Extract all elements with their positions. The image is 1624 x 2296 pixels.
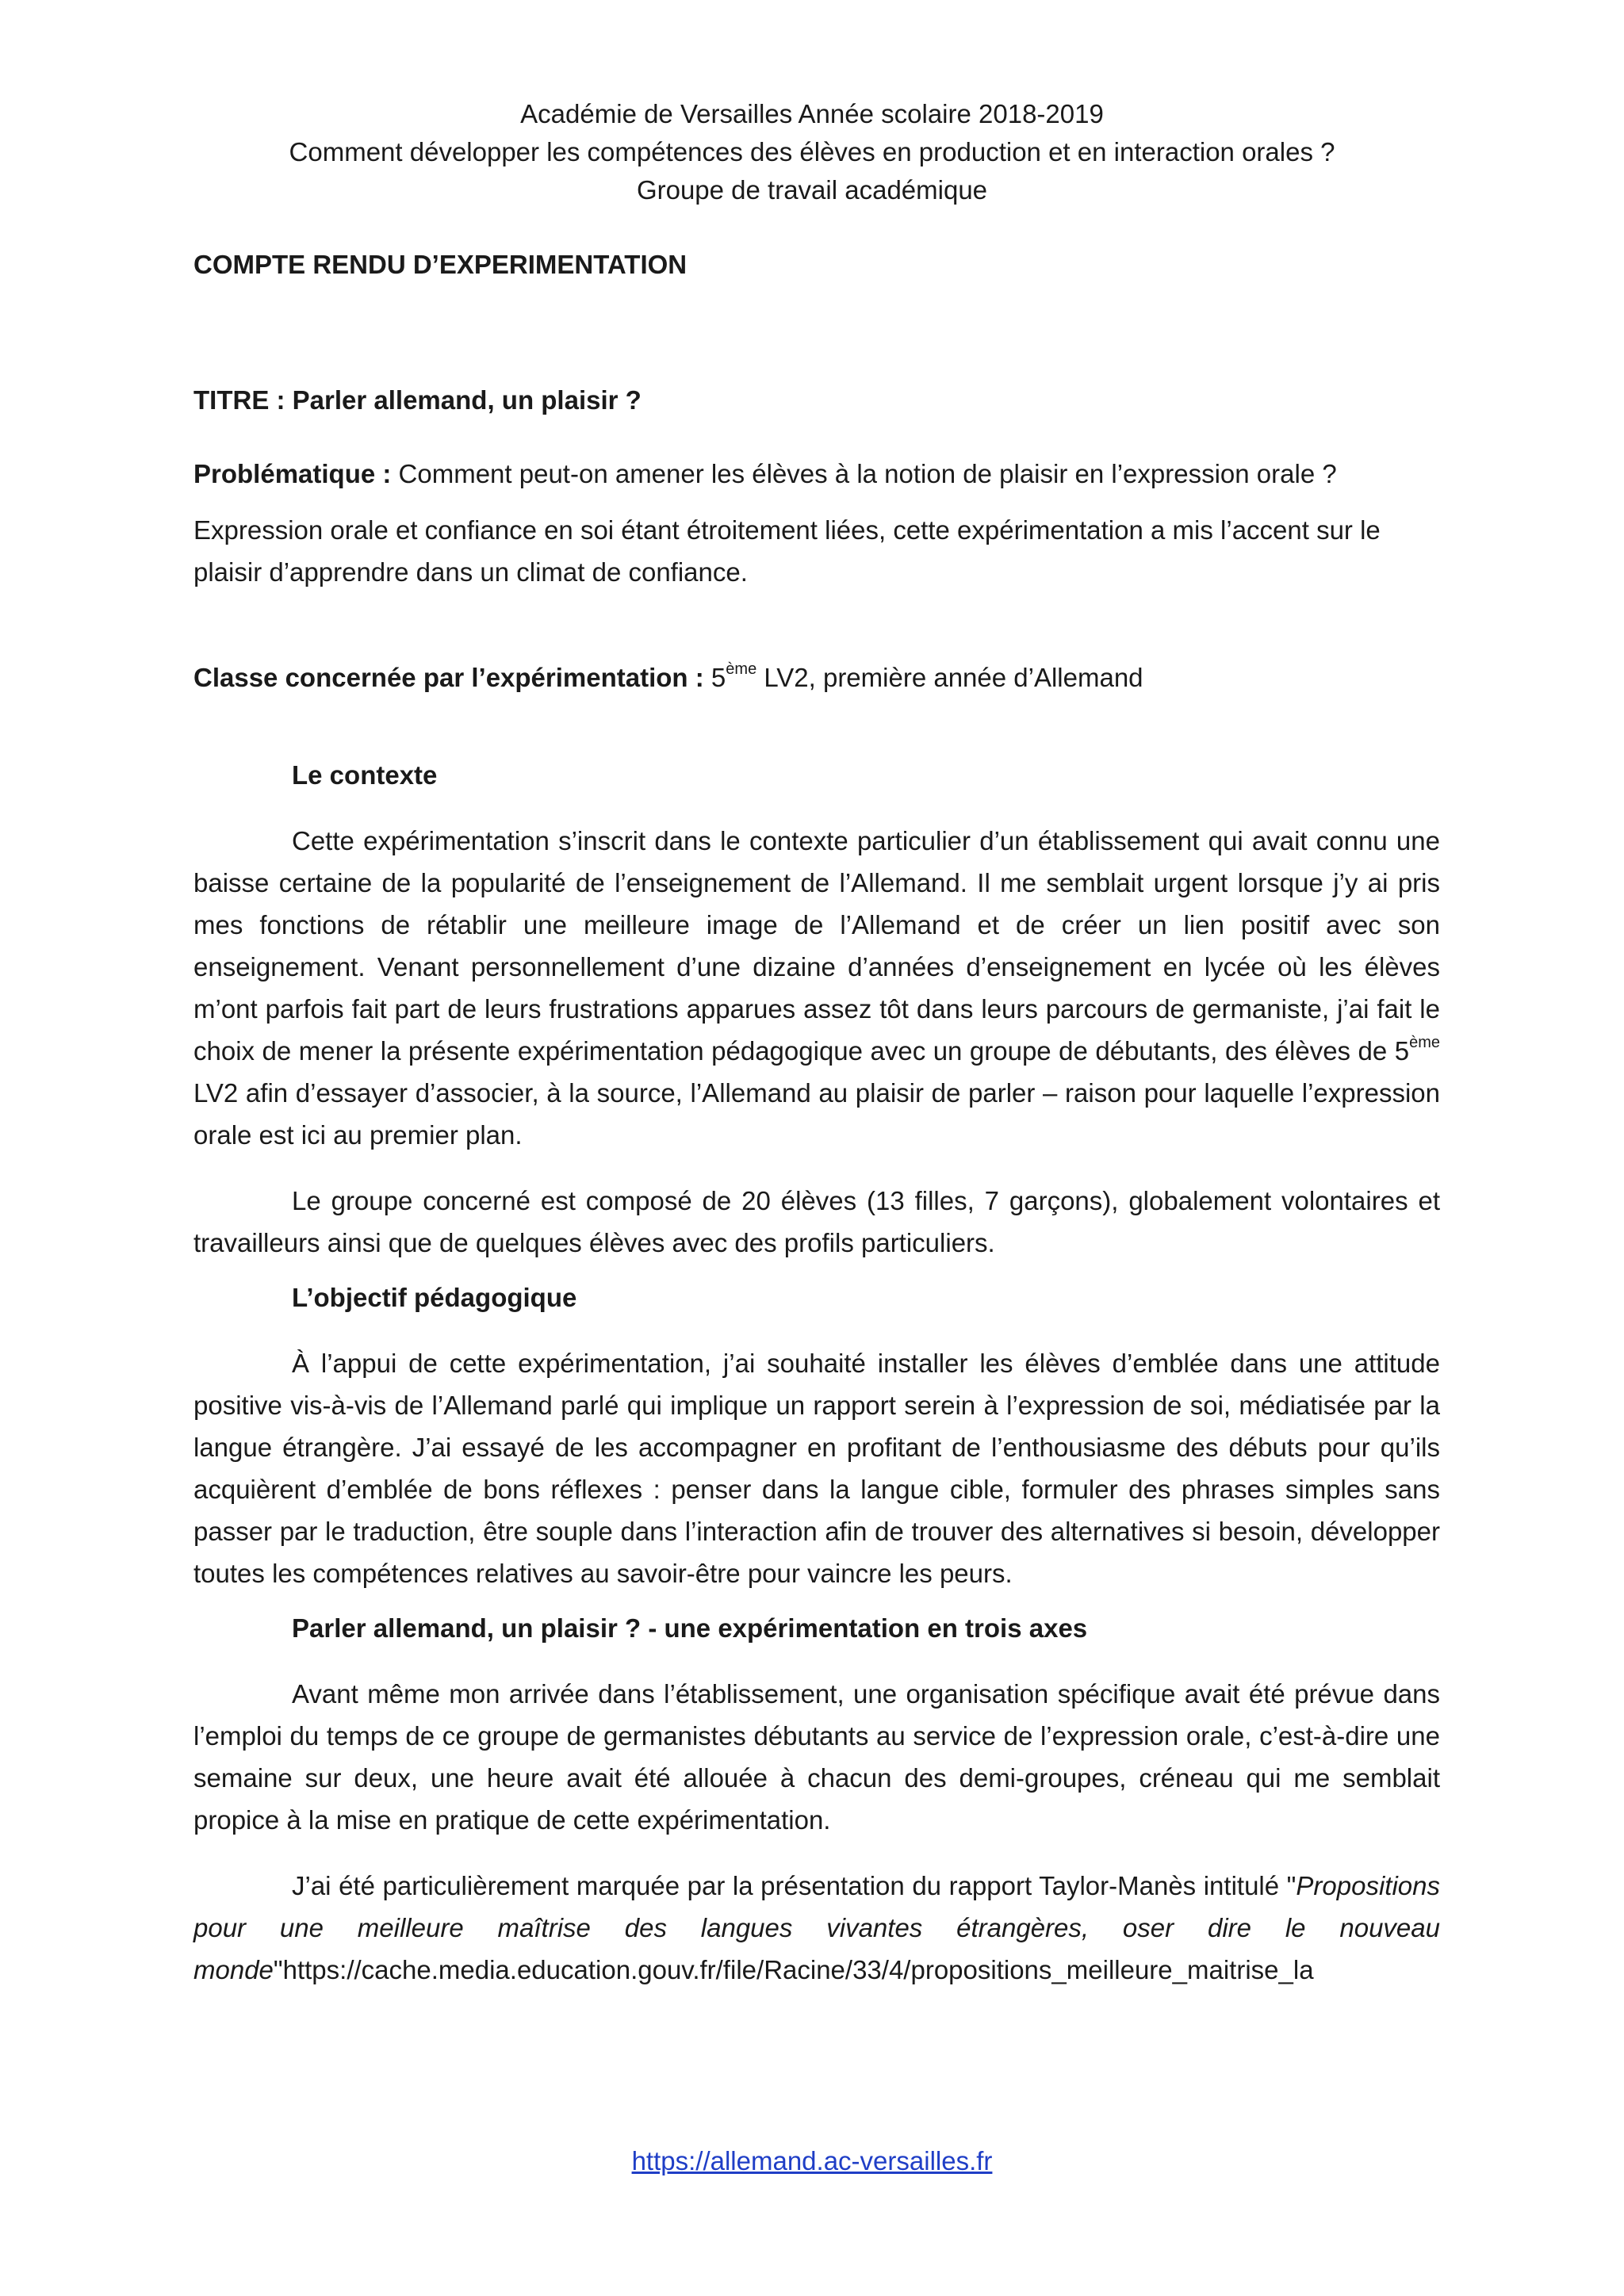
classe-line: [193, 656, 1440, 698]
problematique-label: Problématique :: [193, 459, 392, 488]
contexte-p1-part2: LV2 afin d’essayer d’associer, à la source, l’Allemand au plaisir de parler – raison pour laquelle l’expression orale est ici au premier plan.: [193, 1078, 1440, 1150]
problematique-text: Comment peut-on amener les élèves à la notion de plaisir en l’expression orale ?: [391, 459, 1337, 488]
footer-link[interactable]: https://allemand.ac-versailles.fr: [631, 2146, 993, 2175]
paragraph-objectif: À l’appui de cette expérimentation, j’ai souhaité installer les élèves d’emblée dans une attitude positive vis-à-vis de l’Allemand parlé qui implique un rapport serein à l’expression de soi, médiatisée par la langue étrangère. J’ai essayé de les accompagner en profitant de l’enthousiasme des débuts pour qu’ils acquièrent d’emblée de bons réflexes : penser dans la langue cible, formuler des phrases simples sans passer par le traduction, être souple dans l’interaction afin de trouver des alternatives si besoin, développer toutes les compétences relatives au savoir-être pour vaincre les peurs.: [193, 1349, 1440, 1588]
document-body: [193, 246, 1440, 2015]
axes-p2-part1: J’ai été particulièrement marquée par la présentation du rapport Taylor-Manès intitulé ": [292, 1871, 1297, 1900]
paragraph-contexte-2: Le groupe concerné est composé de 20 élèves (13 filles, 7 garçons), globalement volontaires et travailleurs ainsi que de quelques élèves avec des profils particuliers.: [193, 1186, 1440, 1257]
header-line-group: Groupe de travail académique: [636, 175, 988, 205]
classe-label: Classe concernée par l’expérimentation :: [193, 663, 704, 692]
header-line-question: Comment développer les compétences des élèves en production et en interaction orales ?: [289, 137, 1335, 166]
paragraph-axes-1: Avant même mon arrivée dans l’établissement, une organisation spécifique avait été prévue dans l’emploi du temps de ce groupe de germanistes débutants au service de l’expression orale, c’est-à-dire une semaine sur deux, une heure avait été allouée à chacun des demi-groupes, créneau qui me semblait propice à la mise en pratique de cette expérimentation.: [193, 1679, 1440, 1835]
contexte-p1-part1: Cette expérimentation s’inscrit dans le contexte particulier d’un établissement qui avait connu une baisse certaine de la popularité de l’enseignement de l’Allemand. Il me semblait urgent lorsque j’y ai pris mes fonctions de rétablir une meilleure image de l’Allemand et de créer un lien positif avec son enseignement. Venant personnellement d’une dizaine d’années d’enseignement en lycée où les élèves m’ont parfois fait part de leurs frustrations apparues assez tôt dans leurs parcours de germaniste, j’ai fait le choix de mener la présente expérimentation pédagogique avec un groupe de débutants, des élèves de 5: [193, 826, 1440, 1066]
intro-paragraph: Expression orale et confiance en soi étant étroitement liées, cette expérimentation a mis l’accent sur le plaisir d’apprendre dans un climat de confiance.: [193, 515, 1381, 587]
heading-objectif: L’objectif pédagogique: [292, 1283, 577, 1312]
classe-number: 5: [703, 663, 726, 692]
paragraph-axes-2: [193, 1865, 1440, 1991]
heading-contexte: Le contexte: [292, 760, 438, 790]
header-line-academy: Académie de Versailles Année scolaire 2018-2019: [520, 99, 1104, 128]
document-header: [0, 95, 1624, 209]
classe-rest: LV2, première année d’Allemand: [756, 663, 1143, 692]
contexte-p1-sup: ème: [1409, 1034, 1440, 1051]
document-footer: [0, 2142, 1624, 2180]
axes-p2-italic-title: Propositions pour une meilleure maîtrise des langues vivantes étrangères, oser dire le nouveau monde: [193, 1871, 1440, 1984]
heading-axes: Parler allemand, un plaisir ? - une expérimentation en trois axes: [292, 1613, 1088, 1643]
classe-sup: ème: [726, 660, 757, 678]
titre-line: TITRE : Parler allemand, un plaisir ?: [193, 385, 642, 415]
report-title: COMPTE RENDU D’EXPERIMENTATION: [193, 250, 688, 279]
problematique-line: [193, 453, 1440, 495]
axes-p2-part2: "https://cache.media.education.gouv.fr/file/Racine/33/4/propositions_meilleure_maitrise_la: [273, 1955, 1314, 1984]
paragraph-contexte-1: [193, 820, 1440, 1156]
